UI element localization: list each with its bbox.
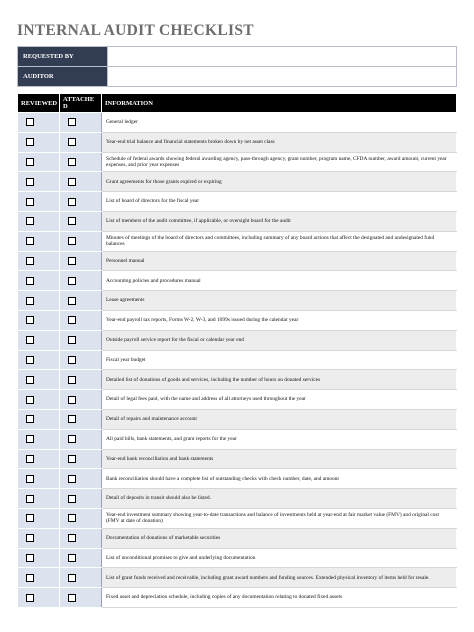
attached-column-header: ATTACHE D	[60, 94, 102, 113]
reviewed-cell	[18, 231, 60, 251]
reviewed-checkbox[interactable]	[26, 178, 34, 186]
checklist-row	[18, 251, 457, 271]
reviewed-checkbox[interactable]	[26, 316, 34, 324]
information-text: Bank reconciliation should have a complete list of outstanding checks with check number, date, and amount	[102, 469, 457, 489]
checklist-table	[17, 93, 457, 608]
attached-cell	[60, 449, 102, 469]
reviewed-checkbox[interactable]	[26, 415, 34, 423]
attached-checkbox[interactable]	[68, 554, 76, 562]
checklist-row	[18, 310, 457, 330]
attached-cell	[60, 192, 102, 212]
information-text: Documentation of donations of marketable securities	[102, 528, 457, 548]
attached-checkbox[interactable]	[68, 158, 76, 166]
attached-cell	[60, 271, 102, 291]
attached-cell	[60, 528, 102, 548]
auditor-row	[18, 67, 457, 87]
reviewed-cell	[18, 350, 60, 370]
reviewed-checkbox[interactable]	[26, 257, 34, 265]
reviewed-cell	[18, 508, 60, 528]
reviewed-cell	[18, 370, 60, 390]
checklist-row	[18, 508, 457, 528]
reviewed-cell	[18, 251, 60, 271]
information-text: Grant agreements for those grants expired or expiring	[102, 172, 457, 192]
information-text: Year-end bank reconciliation and bank statements	[102, 449, 457, 469]
attached-cell	[60, 548, 102, 568]
attached-cell	[60, 113, 102, 133]
attached-checkbox[interactable]	[68, 594, 76, 602]
reviewed-cell	[18, 390, 60, 410]
attached-checkbox[interactable]	[68, 237, 76, 245]
reviewed-cell	[18, 271, 60, 291]
attached-cell	[60, 489, 102, 509]
reviewed-cell	[18, 152, 60, 172]
information-text: Detail of legal fees paid, with the name and address of all attorneys used throughout the year	[102, 390, 457, 410]
attached-checkbox[interactable]	[68, 138, 76, 146]
checklist-row	[18, 192, 457, 212]
reviewed-cell	[18, 310, 60, 330]
attached-cell	[60, 211, 102, 231]
attached-cell	[60, 231, 102, 251]
attached-cell	[60, 251, 102, 271]
attached-checkbox[interactable]	[68, 415, 76, 423]
information-column-header: INFORMATION	[102, 94, 457, 113]
information-text: All paid bills, bank statements, and grant reports for the year	[102, 429, 457, 449]
attached-cell	[60, 132, 102, 152]
reviewed-checkbox[interactable]	[26, 277, 34, 285]
information-text: Detailed list of donations of goods and services, including the number of hours on donated services	[102, 370, 457, 390]
reviewed-cell	[18, 113, 60, 133]
checklist-row	[18, 211, 457, 231]
reviewed-checkbox[interactable]	[26, 574, 34, 582]
auditor-label: AUDITOR	[18, 67, 108, 87]
attached-cell	[60, 310, 102, 330]
attached-checkbox[interactable]	[68, 356, 76, 364]
attached-cell	[60, 330, 102, 350]
reviewed-cell	[18, 568, 60, 588]
information-text: Accounting policies and procedures manual	[102, 271, 457, 291]
attached-checkbox[interactable]	[68, 396, 76, 404]
checklist-row	[18, 152, 457, 172]
reviewed-checkbox[interactable]	[26, 435, 34, 443]
attached-cell	[60, 588, 102, 608]
reviewed-checkbox[interactable]	[26, 336, 34, 344]
requested-by-row	[18, 47, 457, 67]
reviewed-cell	[18, 469, 60, 489]
attached-cell	[60, 508, 102, 528]
reviewed-cell	[18, 172, 60, 192]
checklist-row	[18, 528, 457, 548]
reviewed-cell	[18, 192, 60, 212]
checklist-row	[18, 588, 457, 608]
attached-cell	[60, 390, 102, 410]
reviewed-checkbox[interactable]	[26, 356, 34, 364]
auditor-field[interactable]	[108, 67, 457, 87]
information-text: Detail of deposits in transit should also be listed.	[102, 489, 457, 509]
reviewed-checkbox[interactable]	[26, 594, 34, 602]
attached-checkbox[interactable]	[68, 455, 76, 463]
reviewed-cell	[18, 211, 60, 231]
attached-cell	[60, 429, 102, 449]
information-text: General ledger	[102, 113, 457, 133]
attached-checkbox[interactable]	[68, 514, 76, 522]
attached-checkbox[interactable]	[68, 475, 76, 483]
information-text: Fiscal year budget	[102, 350, 457, 370]
reviewed-cell	[18, 489, 60, 509]
information-text: List of board of directors for the fiscal year	[102, 192, 457, 212]
information-text: Year-end investment summary showing year-to-date transactions and balance of investments held at year-end at fair market value (FMV) and original cost (FMV at date of donation)	[102, 508, 457, 528]
reviewed-checkbox[interactable]	[26, 514, 34, 522]
checklist-row	[18, 330, 457, 350]
checklist-row	[18, 132, 457, 152]
checklist-row	[18, 172, 457, 192]
attached-checkbox[interactable]	[68, 574, 76, 582]
reviewed-cell	[18, 429, 60, 449]
information-text: List of members of the audit committee, if applicable, or oversight board for the audit	[102, 211, 457, 231]
reviewed-cell	[18, 330, 60, 350]
information-text: List of unconditional promises to give and underlying documentation	[102, 548, 457, 568]
reviewed-checkbox[interactable]	[26, 297, 34, 305]
checklist-row	[18, 548, 457, 568]
checklist-row	[18, 231, 457, 251]
attached-cell	[60, 568, 102, 588]
requested-by-label: REQUESTED BY	[18, 47, 108, 67]
reviewed-checkbox[interactable]	[26, 554, 34, 562]
reviewed-checkbox[interactable]	[26, 396, 34, 404]
reviewed-checkbox[interactable]	[26, 118, 34, 126]
information-text: Schedule of federal awards showing federal awarding agency, pass-through agency, grant number, program name, CFDA number, award amount, current year expenses, and prior year expenses	[102, 152, 457, 172]
checklist-row	[18, 409, 457, 429]
attached-checkbox[interactable]	[68, 316, 76, 324]
checklist-row	[18, 568, 457, 588]
attached-checkbox[interactable]	[68, 534, 76, 542]
checklist-header-row	[18, 94, 457, 113]
reviewed-cell	[18, 449, 60, 469]
attached-checkbox[interactable]	[68, 336, 76, 344]
reviewed-cell	[18, 528, 60, 548]
information-text: Outside payroll service report for the fiscal or calendar year end	[102, 330, 457, 350]
reviewed-cell	[18, 132, 60, 152]
attached-cell	[60, 172, 102, 192]
page-title: INTERNAL AUDIT CHECKLIST	[17, 22, 254, 39]
reviewed-checkbox[interactable]	[26, 475, 34, 483]
header-fields-table	[17, 46, 457, 87]
attached-checkbox[interactable]	[68, 198, 76, 206]
reviewed-checkbox[interactable]	[26, 376, 34, 384]
reviewed-cell	[18, 409, 60, 429]
reviewed-checkbox[interactable]	[26, 534, 34, 542]
checklist-row	[18, 469, 457, 489]
checklist-row	[18, 489, 457, 509]
checklist-row	[18, 390, 457, 410]
checklist-row	[18, 291, 457, 311]
attached-cell	[60, 409, 102, 429]
reviewed-checkbox[interactable]	[26, 158, 34, 166]
information-text: List of grant funds received and receivable, including grant award numbers and funding sources. Extended physical inventory of items held for resale.	[102, 568, 457, 588]
information-text: Year-end trial balance and financial statements broken down by net asset class	[102, 132, 457, 152]
checklist-row	[18, 449, 457, 469]
checklist-row	[18, 429, 457, 449]
attached-checkbox[interactable]	[68, 178, 76, 186]
attached-checkbox[interactable]	[68, 376, 76, 384]
attached-checkbox[interactable]	[68, 257, 76, 265]
reviewed-cell	[18, 548, 60, 568]
requested-by-field[interactable]	[108, 47, 457, 67]
reviewed-column-header: REVIEWED	[18, 94, 60, 113]
reviewed-cell	[18, 588, 60, 608]
information-text: Fixed asset and depreciation schedule, including copies of any documentation relating to donated fixed assets	[102, 588, 457, 608]
checklist-row	[18, 271, 457, 291]
attached-cell	[60, 152, 102, 172]
reviewed-cell	[18, 291, 60, 311]
information-text: Detail of repairs and maintenance account	[102, 409, 457, 429]
checklist-row	[18, 350, 457, 370]
attached-cell	[60, 469, 102, 489]
attached-cell	[60, 291, 102, 311]
attached-checkbox[interactable]	[68, 435, 76, 443]
information-text: Year-end payroll tax reports, Forms W-2, W-3, and 1099s issued during the calendar year	[102, 310, 457, 330]
reviewed-checkbox[interactable]	[26, 237, 34, 245]
checklist-row	[18, 113, 457, 133]
reviewed-checkbox[interactable]	[26, 495, 34, 503]
checklist-row	[18, 370, 457, 390]
attached-checkbox[interactable]	[68, 277, 76, 285]
reviewed-checkbox[interactable]	[26, 138, 34, 146]
reviewed-checkbox[interactable]	[26, 198, 34, 206]
attached-checkbox[interactable]	[68, 297, 76, 305]
information-text: Personnel manual	[102, 251, 457, 271]
information-text: Lease agreements	[102, 291, 457, 311]
reviewed-checkbox[interactable]	[26, 217, 34, 225]
reviewed-checkbox[interactable]	[26, 455, 34, 463]
attached-checkbox[interactable]	[68, 495, 76, 503]
checklist-body	[18, 113, 457, 608]
information-text: Minutes of meetings of the board of directors and committees, including summary of any board actions that affect the designated and undesignated fund balances	[102, 231, 457, 251]
attached-cell	[60, 370, 102, 390]
attached-cell	[60, 350, 102, 370]
attached-checkbox[interactable]	[68, 217, 76, 225]
attached-checkbox[interactable]	[68, 118, 76, 126]
